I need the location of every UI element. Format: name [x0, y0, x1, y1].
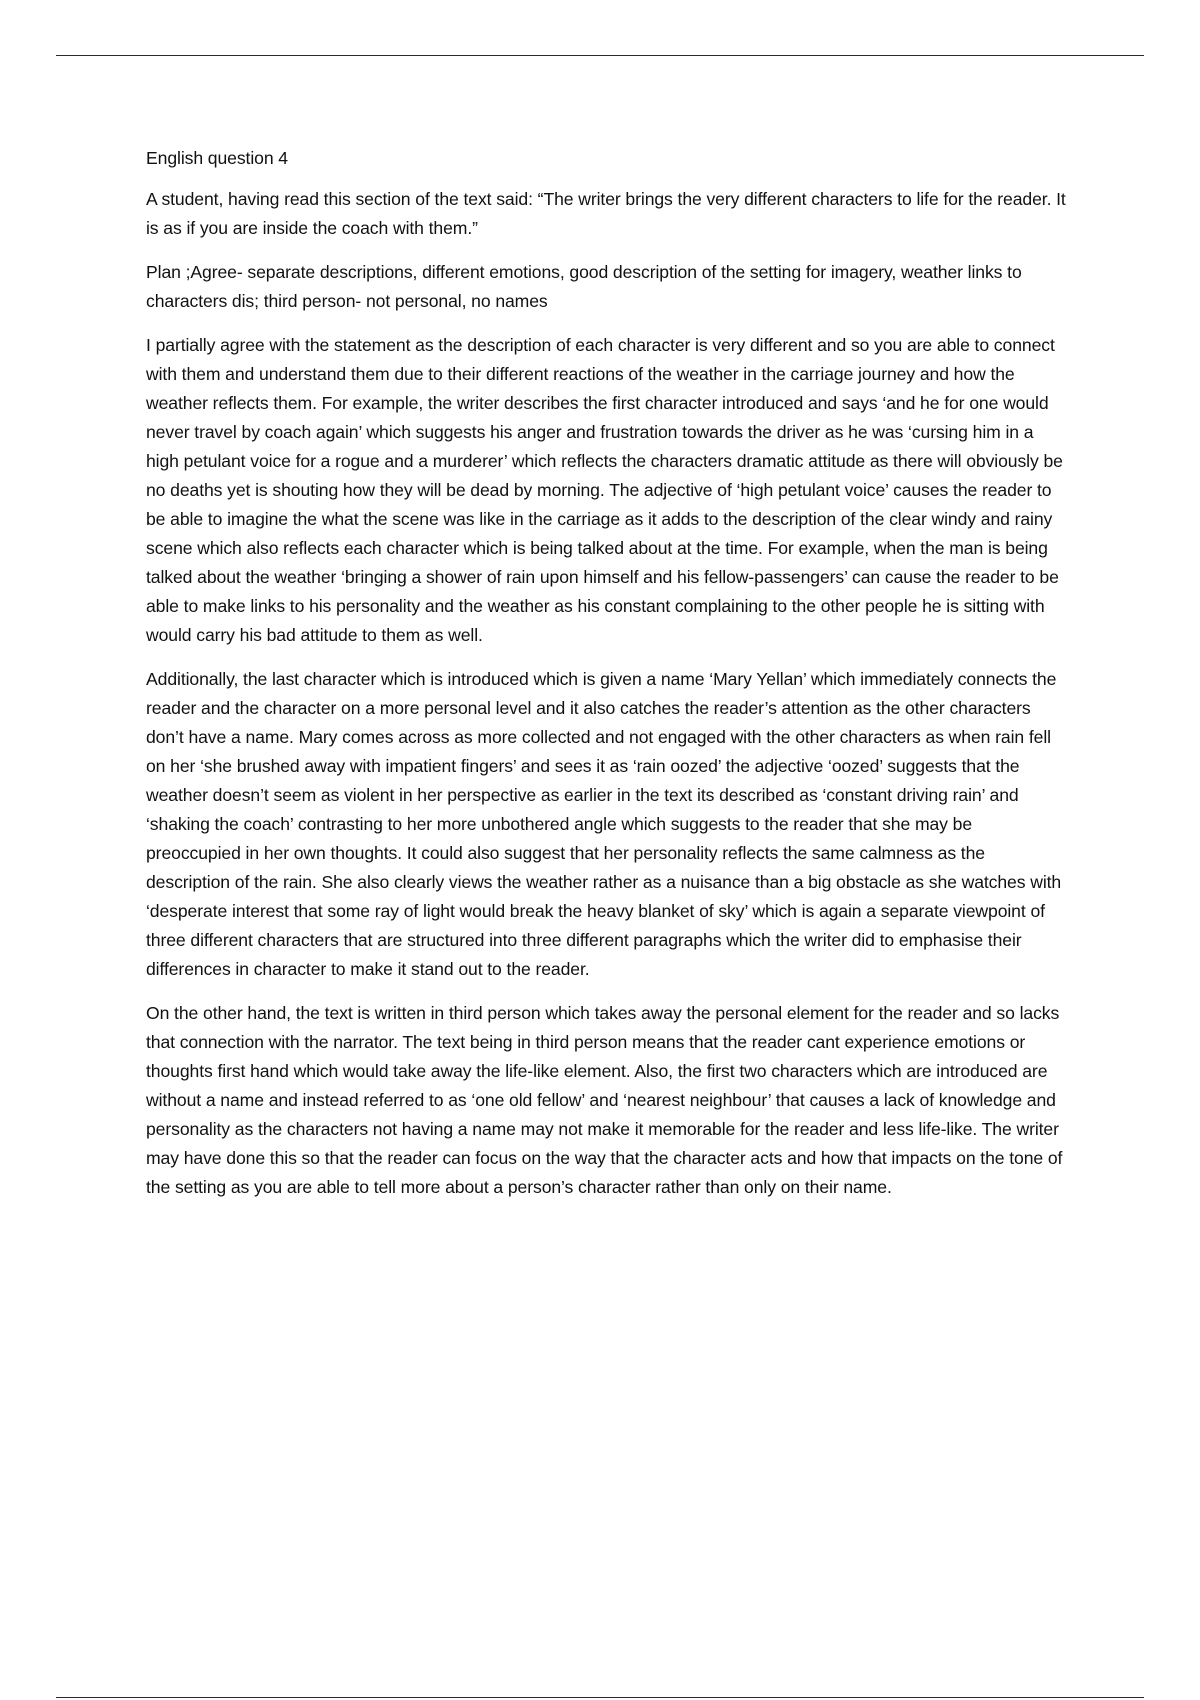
top-rule — [56, 55, 1144, 56]
essay-paragraph-2: Additionally, the last character which is introduced which is given a name ‘Mary Yellan’ which immediately connects the reader and the character on a more personal level and it also catches the reader’s attention as the other characters don’t have a name. Mary comes across as more collected and not engaged with the other characters as when rain fell on her ‘she brushed away with impatient fingers’ and sees it as ‘rain oozed’ the adjective ‘oozed’ suggests that the weather doesn’t seem as violent in her perspective as earlier in the text its described as ‘constant driving rain’ and ‘shaking the coach’ contrasting to her more unbothered angle which suggests to the reader that she may be preoccupied in her own thoughts. It could also suggest that her personality reflects the same calmness as the description of the rain. She also clearly views the weather rather as a nuisance than a big obstacle as she watches with ‘desperate interest that some ray of light would break the heavy blanket of sky’ which is again a separate viewpoint of three different characters that are structured into three different paragraphs which the writer did to emphasise their differences in character to make it stand out to the reader. — [146, 669, 1062, 979]
essay-paragraph-1: I partially agree with the statement as the description of each character is very different and so you are able to connect with them and understand them due to their different reactions of the weather in the carriage journey and how the weather reflects them. For example, the writer describes the first character introduced and says ‘and he for one would never travel by coach again’ which suggests his anger and frustration towards the driver as he was ‘cursing him in a high petulant voice for a rogue and a murderer’ which reflects the characters dramatic attitude as there will obviously be no deaths yet is shouting how they will be dead by morning. The adjective of ‘high petulant voice’ causes the reader to be able to imagine the what the scene was like in the carriage as it adds to the description of the clear windy and rainy scene which also reflects each character which is being talked about at the time. For example, when the man is being talked about the weather ‘bringing a shower of rain upon himself and his fellow-passengers’ can cause the reader to be able to make links to his personality and the weather as his constant complaining to the other people he is sitting with would carry his bad attitude to them as well. — [146, 335, 1063, 645]
document-body — [146, 144, 1070, 1217]
essay-paragraph-3: On the other hand, the text is written in third person which takes away the personal element for the reader and so lacks that connection with the narrator. The text being in third person means that the reader cant experience emotions or thoughts first hand which would take away the life-like element. Also, the first two characters which are introduced are without a name and instead referred to as ‘one old fellow’ and ‘nearest neighbour’ that causes a lack of knowledge and personality as the characters not having a name may not make it memorable for the reader and less life-like. The writer may have done this so that the reader can focus on the way that the character acts and how that impacts on the tone of the setting as you are able to tell more about a person’s character rather than only on their name. — [146, 1003, 1063, 1197]
essay-plan: Plan ;Agree- separate descriptions, different emotions, good description of the setting for imagery, weather links to characters dis; third person- not personal, no names — [146, 262, 1022, 311]
bottom-rule — [56, 1697, 1144, 1698]
question-prompt: A student, having read this section of the text said: “The writer brings the very different characters to life for the reader. It is as if you are inside the coach with them.” — [146, 189, 1066, 238]
document-heading: English question 4 — [146, 148, 288, 168]
